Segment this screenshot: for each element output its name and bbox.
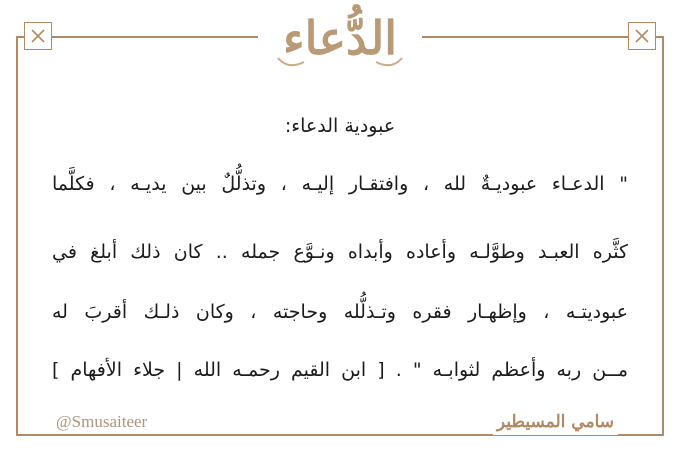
quote-line: كثَّره العبـد وطوَّلـه وأعاده وأبداه ونـوَّع جمله .. كان ذلك أبلغ في [52, 241, 628, 263]
author-handle: @Smusaiteer [52, 410, 151, 434]
title-plate [258, 0, 422, 80]
x-logo-icon [628, 22, 656, 50]
quote-line: " الدعـاء عبوديـةٌ لله ، وافتقـار إليـه ، وتذلُّلٌ بين يديـه ، فكلَّما [52, 173, 628, 195]
x-logo-icon [24, 22, 52, 50]
author-name: سامي المسيطير [493, 409, 618, 435]
quote-line: مــن ربه وأعظم لثوابـه " . [ ابن القيم رحمـه الله | جلاء الأفهام ] [52, 359, 628, 381]
page-title: الدُّعاء [282, 11, 398, 65]
quote-subtitle: عبودية الدعاء: [284, 115, 396, 137]
quote-line: عبوديتـه ، وإظهـار فقره وتـذلُّله وحاجته ، وكان ذلـك أقربَ له [52, 301, 628, 323]
